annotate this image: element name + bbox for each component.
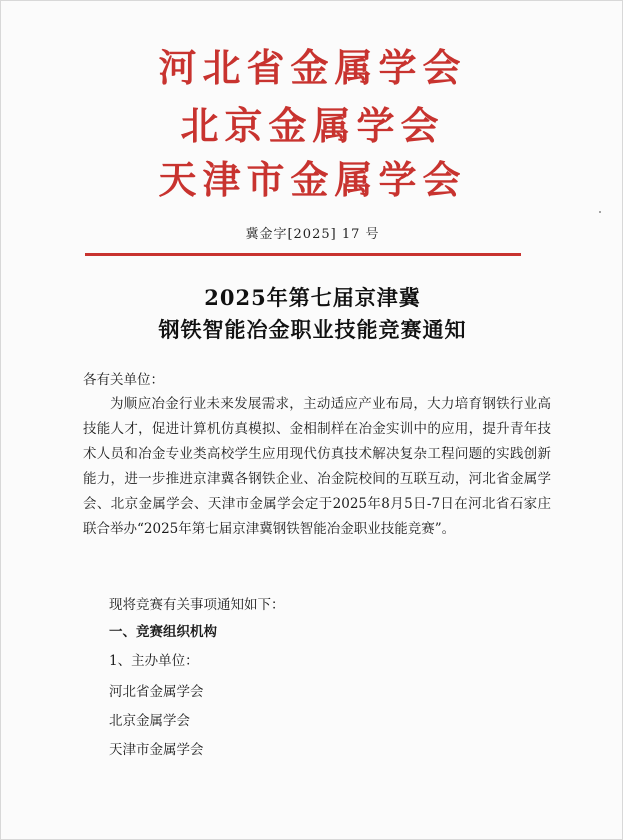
- item-label-hosts: 1、主办单位：: [109, 653, 199, 669]
- document-number: 冀金字[2025] 17 号: [245, 227, 380, 242]
- list-item: 河北省金属学会: [109, 684, 204, 700]
- section-heading-organization: 一、竞赛组织机构: [109, 624, 217, 640]
- salutation: 各有关单位：: [83, 372, 164, 388]
- letterhead-org-tianjin: 天津市金属学会: [158, 158, 467, 202]
- letterhead-org-beijing: 北京金属学会: [180, 104, 445, 148]
- list-item: 北京金属学会: [109, 713, 190, 729]
- letterhead-divider: [85, 253, 521, 256]
- notice-title-line-2: 钢铁智能冶金职业技能竞赛通知: [158, 317, 467, 342]
- notice-intro-line: 现将竞赛有关事项通知如下：: [109, 597, 285, 613]
- body-paragraph: 为顺应冶金行业未来发展需求，主动适应产业布局，大力培育钢铁行业高技能人才，促进计算机仿真模拟、金相制样在冶金实训中的应用，提升青年技术人员和冶金专业类高校学生应用现代仿真技术解决复杂工程问题的实践创新能力，进一步推进京津冀各钢铁企业、冶金院校间的互联互动，河北省金属学会、北京金属学会、天津市金属学会定于2025年8月5日-7日在河北省石家庄联合举办“2025年第七届京津冀钢铁智能冶金职业技能竞赛”。: [83, 396, 551, 537]
- letterhead-org-hebei: 河北省金属学会: [158, 46, 467, 90]
- list-item: 天津市金属学会: [109, 742, 204, 758]
- host-organization-list: [109, 678, 204, 765]
- scan-speck: [599, 211, 601, 213]
- notice-title-line-1: 2025年第七届京津冀: [204, 285, 421, 310]
